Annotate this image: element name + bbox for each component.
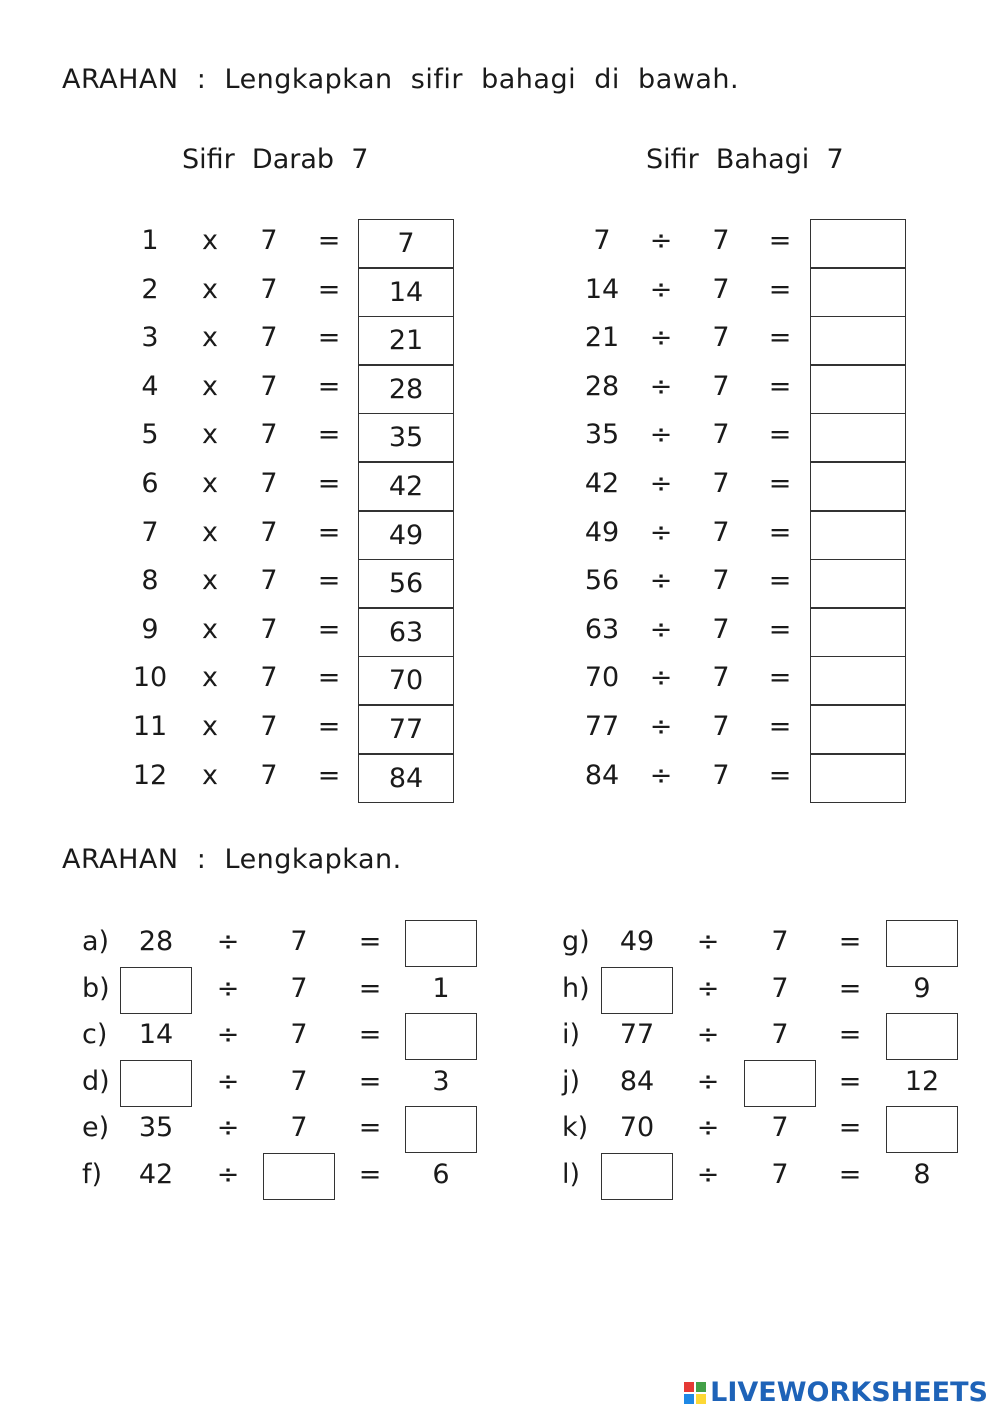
table-row (0, 219, 500, 268)
table-row (500, 608, 1000, 657)
operand-b: 7 (712, 662, 730, 694)
table-row (500, 365, 1000, 414)
answer-box: 77 (358, 705, 454, 754)
equals-sign: = (317, 565, 341, 597)
result-value: 1 (432, 972, 450, 1004)
result-input-box[interactable] (886, 1013, 958, 1060)
table-row (0, 754, 500, 803)
operand-b: 7 (712, 759, 730, 791)
dividend-value: 35 (138, 1112, 174, 1143)
operand-a: 49 (584, 516, 620, 548)
divide-symbol: ÷ (216, 1112, 240, 1143)
divide-table (500, 219, 1000, 803)
dividend-value: 70 (619, 1112, 655, 1143)
equals-sign: = (768, 468, 792, 499)
equals-sign: = (768, 516, 792, 548)
divisor-value: 7 (771, 972, 789, 1004)
divide-symbol: ÷ (696, 926, 720, 957)
logo-square-icon (696, 1382, 706, 1392)
operand-b: 7 (260, 225, 278, 256)
answer-input-box[interactable] (810, 462, 906, 511)
answer-input-box[interactable] (810, 608, 906, 657)
table-row (500, 219, 1000, 268)
result-input-box[interactable] (886, 920, 958, 967)
equals-sign: = (838, 1158, 862, 1190)
dividend-input-box[interactable] (120, 967, 192, 1014)
divide-symbol: ÷ (696, 972, 720, 1004)
table-row (500, 705, 1000, 754)
operand-a: 28 (584, 370, 620, 402)
table-row (500, 316, 1000, 365)
answer-box: 14 (358, 268, 454, 317)
operand-b: 7 (260, 565, 278, 597)
equals-sign: = (317, 759, 341, 791)
answer-box: 35 (358, 413, 454, 462)
logo-mark-icon (684, 1382, 706, 1404)
dividend-value: 49 (619, 926, 655, 957)
answer-input-box[interactable] (810, 365, 906, 414)
answer-box: 84 (358, 754, 454, 803)
operand-a: 21 (584, 322, 620, 354)
answer-input-box[interactable] (810, 705, 906, 754)
answer-input-box[interactable] (810, 316, 906, 365)
operand-a: 10 (132, 662, 168, 694)
operand-b: 7 (712, 322, 730, 354)
question-label: l) (562, 1158, 581, 1190)
dividend-value: 14 (138, 1019, 174, 1050)
table-row (0, 511, 500, 560)
operand-a: 7 (141, 516, 159, 548)
divisor-value: 7 (771, 1112, 789, 1143)
result-value: 3 (432, 1065, 450, 1097)
operator-symbol: x (202, 711, 218, 742)
operand-b: 7 (712, 370, 730, 402)
divide-symbol: ÷ (696, 1019, 720, 1050)
operator-symbol: x (202, 516, 218, 548)
operator-symbol: ÷ (649, 516, 673, 548)
operand-b: 7 (712, 225, 730, 256)
operator-symbol: ÷ (649, 565, 673, 597)
table-row (500, 559, 1000, 608)
operand-a: 1 (141, 225, 159, 256)
equals-sign: = (768, 322, 792, 354)
equals-sign: = (317, 711, 341, 742)
instruction-2: ARAHAN : Lengkapkan. (62, 844, 402, 875)
answer-input-box[interactable] (810, 268, 906, 317)
operand-b: 7 (260, 273, 278, 305)
answer-box: 21 (358, 316, 454, 365)
equals-sign: = (358, 1065, 382, 1097)
answer-input-box[interactable] (810, 559, 906, 608)
answer-input-box[interactable] (810, 413, 906, 462)
table-row (0, 316, 500, 365)
answer-box: 49 (358, 511, 454, 560)
table-row (500, 511, 1000, 560)
table-row (0, 559, 500, 608)
answer-input-box[interactable] (810, 656, 906, 705)
question-label: e) (82, 1112, 110, 1143)
operator-symbol: ÷ (649, 711, 673, 742)
operand-a: 42 (584, 468, 620, 499)
operand-a: 35 (584, 419, 620, 451)
result-value: 6 (432, 1158, 450, 1190)
operand-a: 7 (593, 225, 611, 256)
divisor-value: 7 (771, 1019, 789, 1050)
answer-input-box[interactable] (810, 219, 906, 268)
table-row (500, 656, 1000, 705)
operator-symbol: x (202, 273, 218, 305)
operand-b: 7 (712, 468, 730, 499)
operand-a: 9 (141, 613, 159, 645)
answer-box: 56 (358, 559, 454, 608)
equals-sign: = (768, 225, 792, 256)
operand-a: 5 (141, 419, 159, 451)
dividend-value: 42 (138, 1158, 174, 1190)
table-row (500, 754, 1000, 803)
operand-b: 7 (260, 370, 278, 402)
question-label: h) (562, 972, 590, 1004)
divide-symbol: ÷ (216, 1065, 240, 1097)
divide-symbol: ÷ (216, 1158, 240, 1190)
operand-b: 7 (712, 516, 730, 548)
equals-sign: = (768, 370, 792, 402)
operator-symbol: x (202, 468, 218, 499)
operand-b: 7 (260, 759, 278, 791)
answer-box: 7 (358, 219, 454, 268)
logo-square-icon (684, 1382, 694, 1392)
answer-box: 63 (358, 608, 454, 657)
divisor-value: 7 (290, 1019, 308, 1050)
table-row (0, 268, 500, 317)
question-label: j) (562, 1065, 581, 1097)
operand-b: 7 (260, 516, 278, 548)
equals-sign: = (317, 273, 341, 305)
divide-symbol: ÷ (216, 972, 240, 1004)
operand-a: 6 (141, 468, 159, 499)
question-label: f) (82, 1158, 103, 1190)
operator-symbol: x (202, 322, 218, 354)
operand-a: 14 (584, 273, 620, 305)
equals-sign: = (838, 1019, 862, 1050)
operator-symbol: ÷ (649, 225, 673, 256)
divisor-value: 7 (290, 1065, 308, 1097)
operand-a: 12 (132, 759, 168, 791)
operand-a: 11 (132, 711, 168, 742)
result-input-box[interactable] (405, 920, 477, 967)
equals-sign: = (317, 662, 341, 694)
operator-symbol: ÷ (649, 273, 673, 305)
equals-sign: = (768, 565, 792, 597)
divisor-value: 7 (290, 1112, 308, 1143)
table-row (500, 462, 1000, 511)
operand-b: 7 (712, 419, 730, 451)
operand-a: 56 (584, 565, 620, 597)
divide-symbol: ÷ (696, 1112, 720, 1143)
divisor-value: 7 (771, 1158, 789, 1190)
question-label: c) (82, 1019, 108, 1050)
divisor-value: 7 (290, 926, 308, 957)
operand-a: 70 (584, 662, 620, 694)
result-value: 12 (904, 1065, 940, 1097)
operand-b: 7 (260, 468, 278, 499)
operand-b: 7 (260, 613, 278, 645)
operator-symbol: x (202, 613, 218, 645)
dividend-value: 28 (138, 926, 174, 957)
equals-sign: = (768, 759, 792, 791)
dividend-value: 77 (619, 1019, 655, 1050)
table-row (500, 413, 1000, 462)
logo-text: LIVEWORKSHEETS (710, 1377, 988, 1408)
question-label: i) (562, 1019, 581, 1050)
equals-sign: = (358, 1019, 382, 1050)
equals-sign: = (768, 419, 792, 451)
logo-square-icon (696, 1394, 706, 1404)
operand-b: 7 (260, 662, 278, 694)
equals-sign: = (358, 972, 382, 1004)
question-label: a) (82, 926, 110, 957)
answer-box: 70 (358, 656, 454, 705)
result-input-box[interactable] (886, 1106, 958, 1153)
operator-symbol: ÷ (649, 759, 673, 791)
divide-symbol: ÷ (696, 1158, 720, 1190)
divide-table-title: Sifir Bahagi 7 (646, 144, 844, 175)
table-row (0, 656, 500, 705)
table-row (0, 705, 500, 754)
equals-sign: = (358, 1112, 382, 1143)
liveworksheets-logo (684, 1377, 988, 1408)
dividend-value: 84 (619, 1065, 655, 1097)
result-value: 9 (913, 972, 931, 1004)
operand-b: 7 (712, 565, 730, 597)
divisor-value: 7 (290, 972, 308, 1004)
equals-sign: = (317, 225, 341, 256)
multiply-table-title: Sifir Darab 7 (182, 144, 369, 175)
answer-input-box[interactable] (810, 511, 906, 560)
operand-a: 4 (141, 370, 159, 402)
instruction-1: ARAHAN : Lengkapkan sifir bahagi di bawah. (62, 64, 740, 95)
operator-symbol: x (202, 759, 218, 791)
equals-sign: = (768, 711, 792, 742)
equals-sign: = (317, 468, 341, 499)
equals-sign: = (317, 516, 341, 548)
operand-b: 7 (260, 419, 278, 451)
equals-sign: = (768, 273, 792, 305)
dividend-input-box[interactable] (601, 967, 673, 1014)
questions-section (0, 920, 1000, 1220)
divisor-input-box[interactable] (263, 1153, 335, 1200)
operator-symbol: x (202, 662, 218, 694)
operator-symbol: ÷ (649, 662, 673, 694)
operator-symbol: ÷ (649, 322, 673, 354)
table-row (0, 413, 500, 462)
question-label: g) (562, 926, 590, 957)
equals-sign: = (317, 419, 341, 451)
equals-sign: = (358, 1158, 382, 1190)
operand-a: 84 (584, 759, 620, 791)
operand-b: 7 (712, 711, 730, 742)
operand-a: 2 (141, 273, 159, 305)
result-value: 8 (913, 1158, 931, 1190)
table-row (0, 608, 500, 657)
divide-symbol: ÷ (216, 1019, 240, 1050)
result-input-box[interactable] (405, 1013, 477, 1060)
operator-symbol: x (202, 370, 218, 402)
equals-sign: = (838, 1112, 862, 1143)
operator-symbol: ÷ (649, 370, 673, 402)
operand-a: 63 (584, 613, 620, 645)
dividend-input-box[interactable] (601, 1153, 673, 1200)
equals-sign: = (317, 322, 341, 354)
divide-symbol: ÷ (216, 926, 240, 957)
equals-sign: = (768, 662, 792, 694)
table-row (0, 462, 500, 511)
operand-a: 77 (584, 711, 620, 742)
equals-sign: = (317, 370, 341, 402)
equals-sign: = (838, 926, 862, 957)
operator-symbol: ÷ (649, 613, 673, 645)
operator-symbol: x (202, 565, 218, 597)
divide-symbol: ÷ (696, 1065, 720, 1097)
divisor-input-box[interactable] (744, 1060, 816, 1107)
operand-b: 7 (712, 273, 730, 305)
multiply-table (0, 219, 500, 803)
equals-sign: = (317, 613, 341, 645)
equals-sign: = (768, 613, 792, 645)
operator-symbol: x (202, 225, 218, 256)
operand-a: 8 (141, 565, 159, 597)
question-label: k) (562, 1112, 589, 1143)
answer-box: 28 (358, 365, 454, 414)
answer-box: 42 (358, 462, 454, 511)
dividend-input-box[interactable] (120, 1060, 192, 1107)
operand-b: 7 (260, 711, 278, 742)
operand-a: 3 (141, 322, 159, 354)
equals-sign: = (838, 1065, 862, 1097)
question-label: d) (82, 1065, 110, 1097)
question-label: b) (82, 972, 110, 1004)
operand-b: 7 (712, 613, 730, 645)
equals-sign: = (838, 972, 862, 1004)
operator-symbol: ÷ (649, 419, 673, 451)
logo-square-icon (684, 1394, 694, 1404)
operator-symbol: ÷ (649, 468, 673, 499)
answer-input-box[interactable] (810, 754, 906, 803)
operator-symbol: x (202, 419, 218, 451)
divisor-value: 7 (771, 926, 789, 957)
equals-sign: = (358, 926, 382, 957)
operand-b: 7 (260, 322, 278, 354)
table-row (500, 268, 1000, 317)
table-row (0, 365, 500, 414)
result-input-box[interactable] (405, 1106, 477, 1153)
